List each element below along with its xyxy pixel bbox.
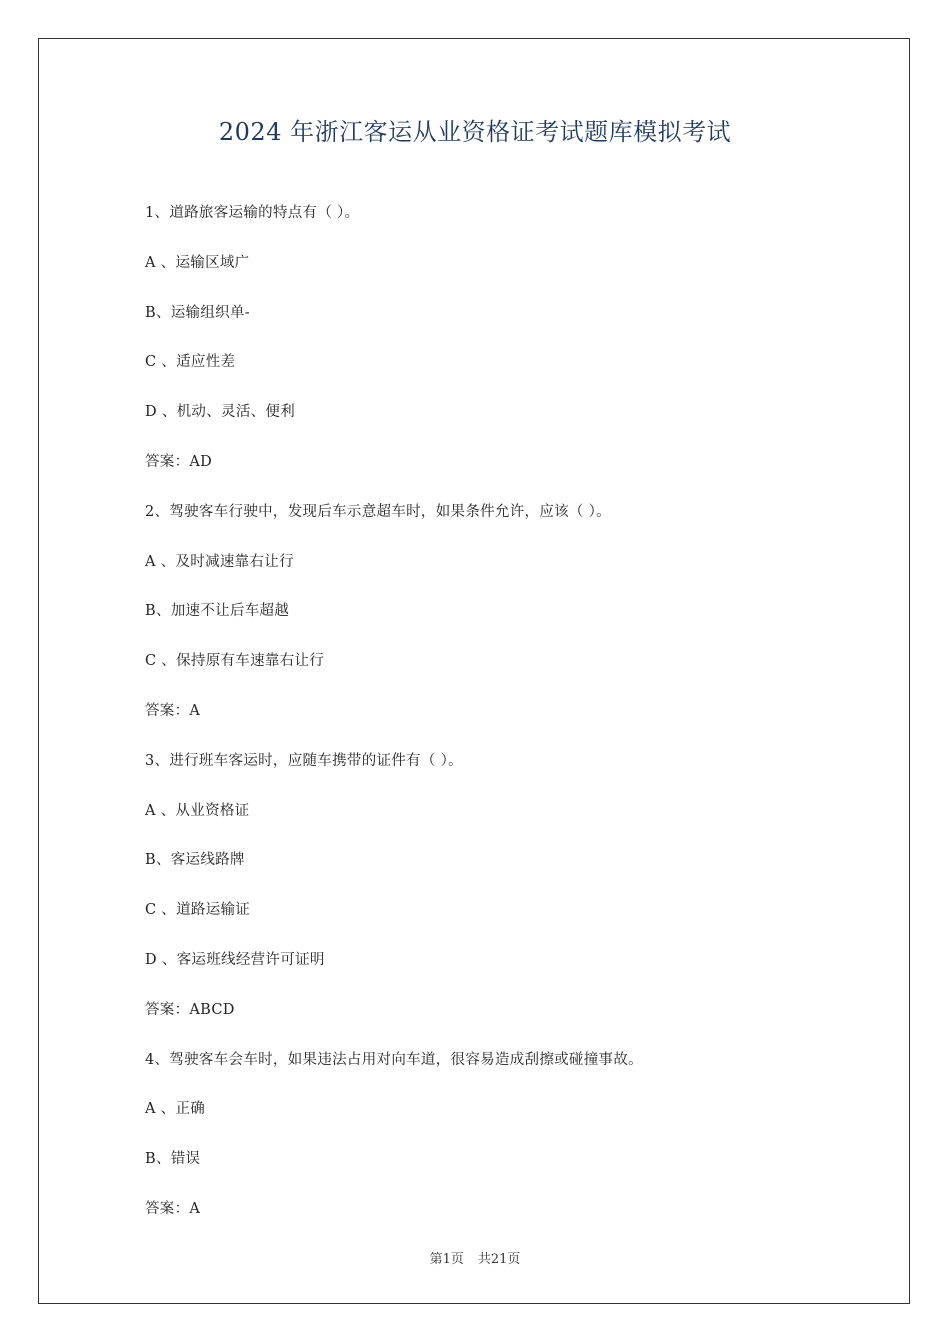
question-2-option-c: C 、保持原有车速靠右让行 xyxy=(145,653,325,670)
question-3-stem: 3、进行班车客运时，应随车携带的证件有（ ）。 xyxy=(145,752,463,769)
question-4-option-b: B、错误 xyxy=(145,1151,201,1168)
page-number: 第1页 xyxy=(429,1252,464,1267)
question-1-option-a: A 、运输区域广 xyxy=(145,254,250,271)
question-1-answer: 答案：AD xyxy=(145,453,213,470)
question-3-option-a: A 、从业资格证 xyxy=(145,802,250,819)
document-body xyxy=(145,200,845,1246)
page-footer xyxy=(0,1248,950,1267)
question-3-option-d: D 、客运班线经营许可证明 xyxy=(145,951,325,968)
question-2-option-a: A 、及时减速靠右让行 xyxy=(145,553,294,570)
question-4-answer: 答案：A xyxy=(145,1200,201,1217)
document-title: 2024 年浙江客运从业资格证考试题库模拟考试 xyxy=(218,118,732,146)
question-1-stem: 1、道路旅客运输的特点有（ ）。 xyxy=(145,205,360,221)
question-1-option-d: D 、机动、灵活、便利 xyxy=(145,404,296,421)
question-2-stem: 2、驾驶客车行驶中，发现后车示意超车时，如果条件允许，应该（ ）。 xyxy=(145,503,611,520)
question-3-answer: 答案：ABCD xyxy=(145,1001,235,1018)
question-4-stem: 4、驾驶客车会车时，如果违法占用对向车道，很容易造成刮擦或碰撞事故。 xyxy=(145,1051,643,1068)
question-2-option-b: B、加速不让后车超越 xyxy=(145,603,290,620)
question-1-option-b: B、运输组织单- xyxy=(145,304,250,321)
question-3-option-b: B、客运线路牌 xyxy=(145,852,245,869)
question-4-option-a: A 、正确 xyxy=(145,1101,206,1118)
question-1-option-c: C 、适应性差 xyxy=(145,354,236,371)
page-total: 共21页 xyxy=(477,1252,521,1267)
question-2-answer: 答案：A xyxy=(145,702,201,719)
question-3-option-c: C 、道路运输证 xyxy=(145,902,251,919)
